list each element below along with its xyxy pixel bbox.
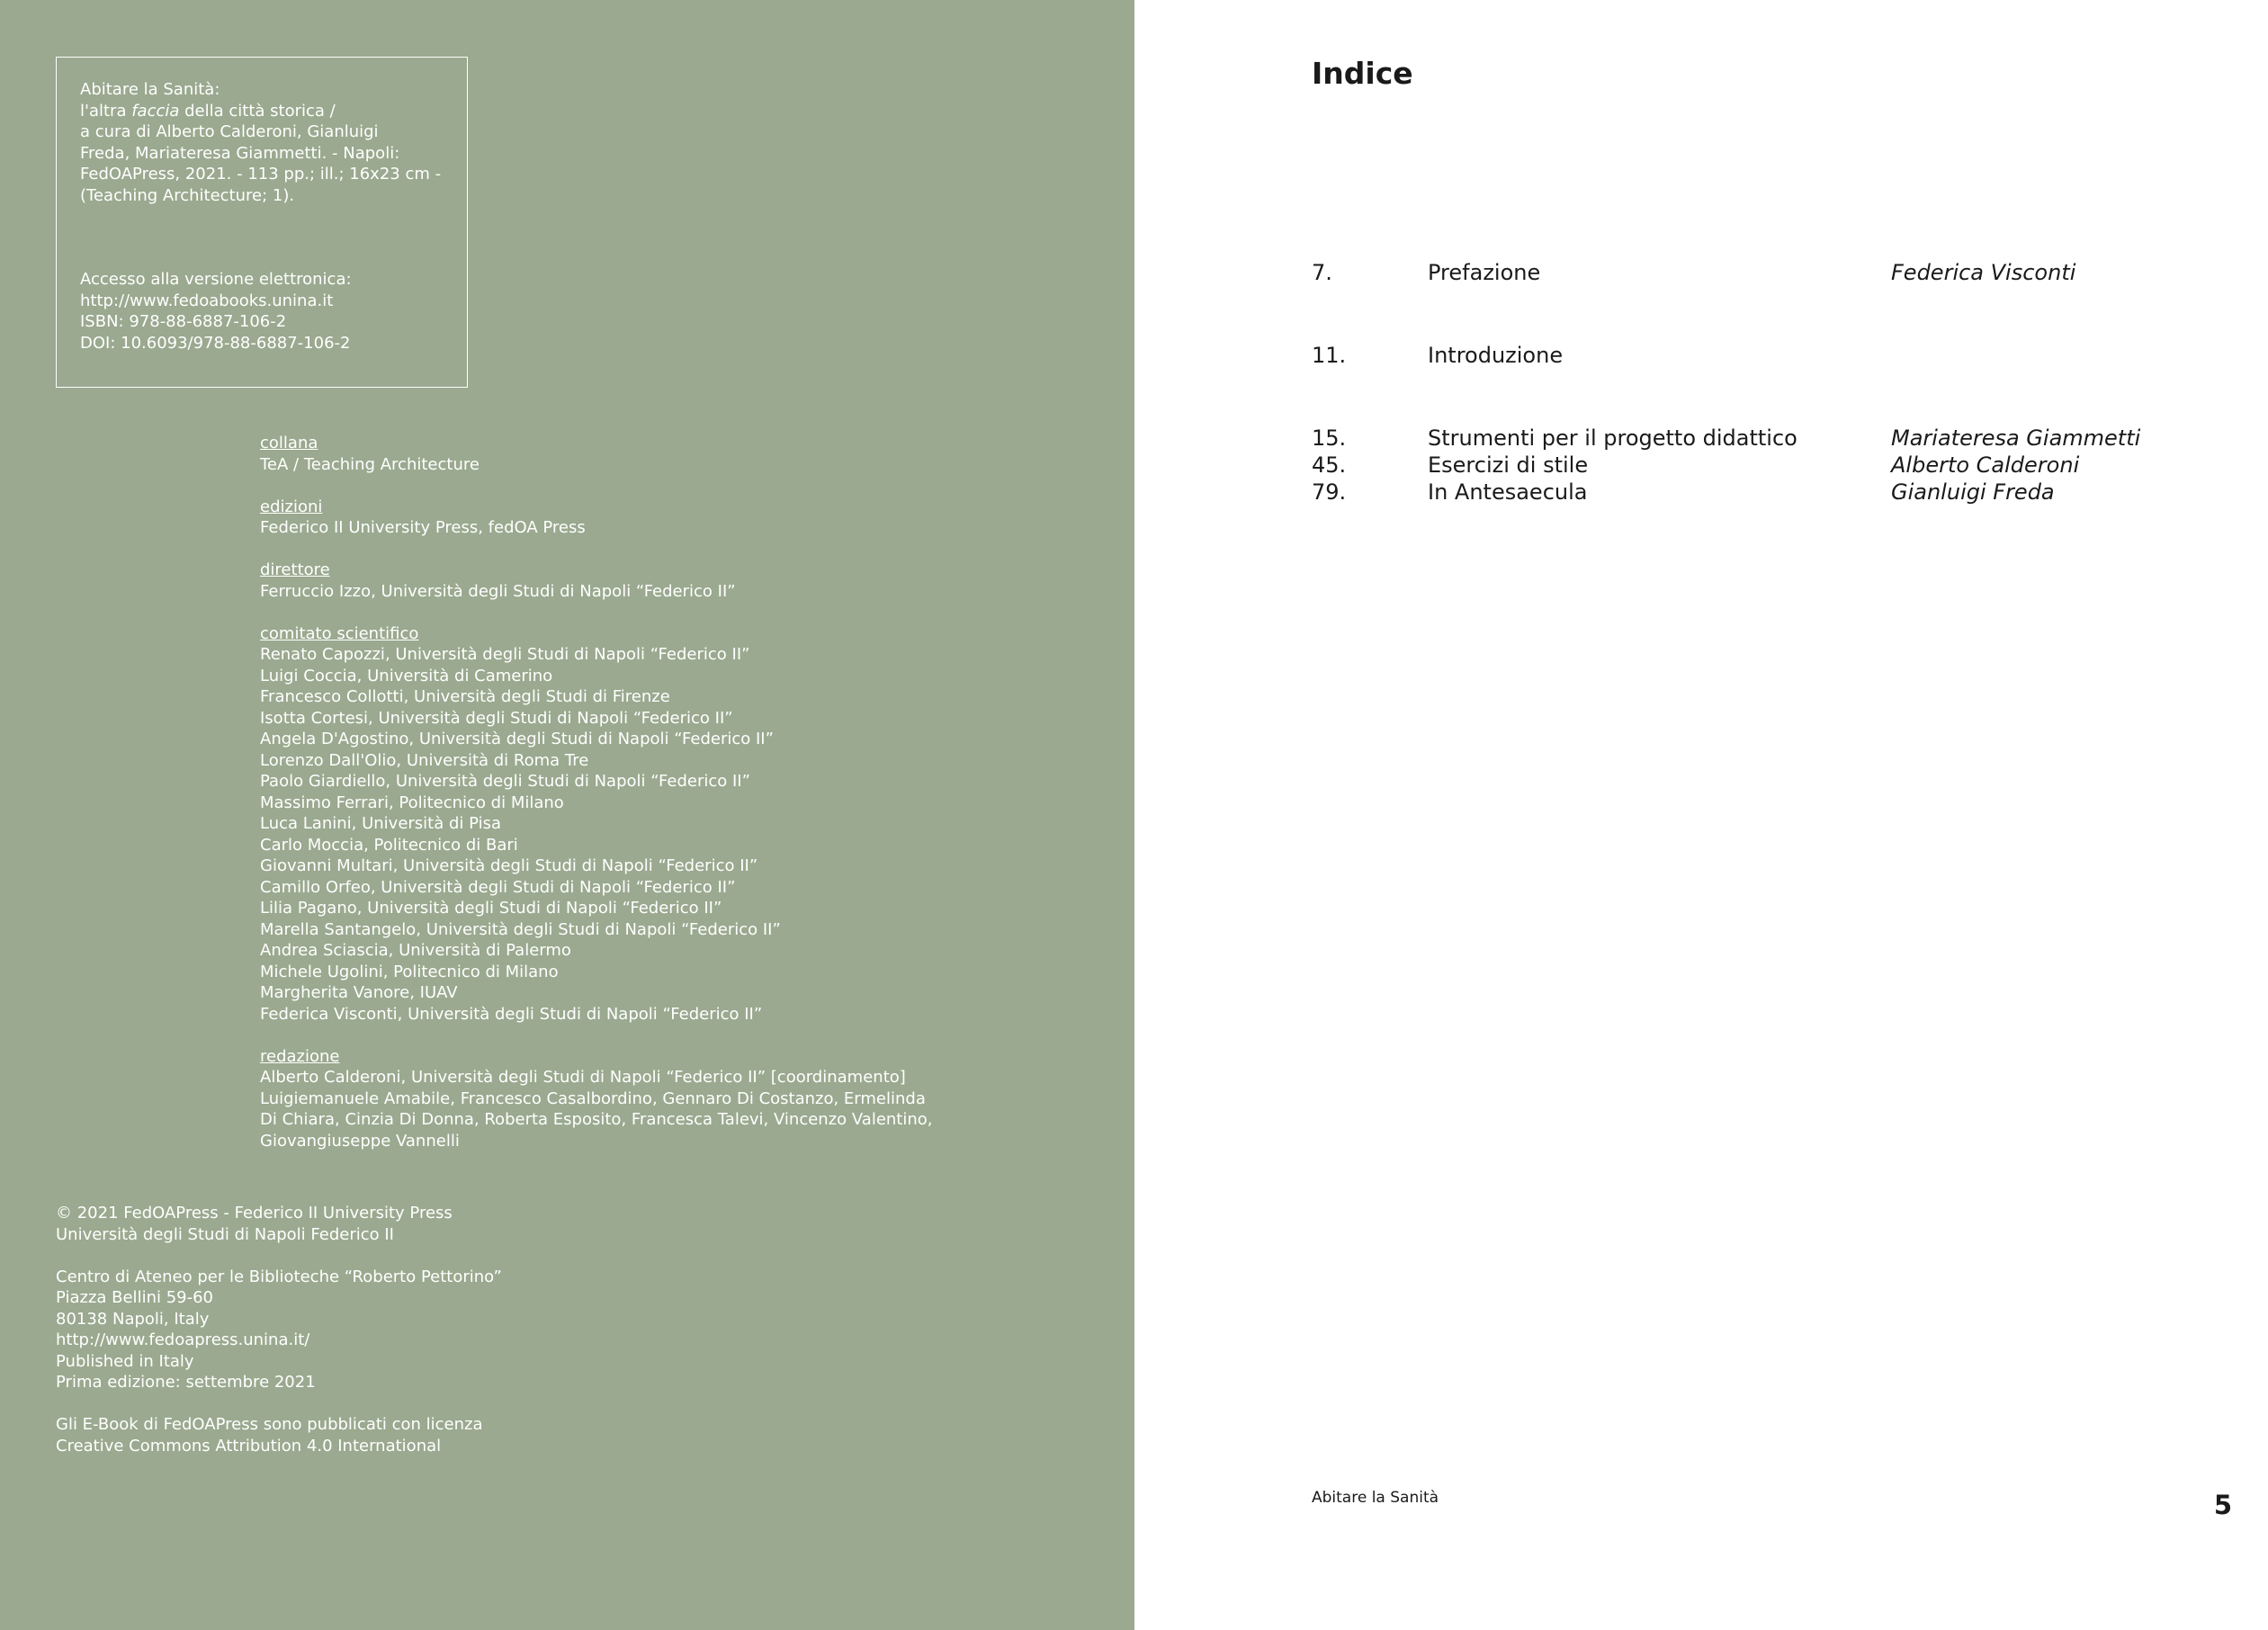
- toc-entry[interactable]: [1312, 452, 2256, 479]
- catalog-line: a cura di Alberto Calderoni, Gianluigi: [80, 122, 379, 141]
- colophon-line: Alberto Calderoni, Università degli Studi di Napoli “Federico II” [coordinamento]: [260, 1068, 906, 1087]
- address-line: Piazza Bellini 59-60: [56, 1288, 213, 1307]
- copyright-line: © 2021 FedOAPress - Federico II University Press: [56, 1204, 453, 1222]
- colophon-section-heading: redazione: [260, 1046, 340, 1066]
- colophon-line: Luigi Coccia, Università di Camerino: [260, 666, 553, 685]
- access-line: Accesso alla versione elettronica:: [80, 270, 352, 289]
- colophon-line: Federica Visconti, Università degli Studi di Napoli “Federico II”: [260, 1004, 763, 1024]
- address-line: Centro di Ateneo per le Biblioteche “Roberto Pettorino”: [56, 1267, 502, 1286]
- colophon-section: [260, 1046, 1070, 1152]
- license-line: Creative Commons Attribution 4.0 International: [56, 1436, 442, 1455]
- colophon-line: Isotta Cortesi, Università degli Studi di Napoli “Federico II”: [260, 708, 733, 728]
- index-title: Indice: [1312, 56, 1413, 91]
- publisher-footer: [56, 1203, 686, 1456]
- colophon-section-heading: collana: [260, 434, 318, 452]
- catalog-record-box: [56, 57, 468, 388]
- colophon-line: Margherita Vanore, IUAV: [260, 983, 458, 1002]
- colophon-line: Angela D'Agostino, Università degli Studi di Napoli “Federico II”: [260, 730, 774, 748]
- colophon-section: [260, 497, 1070, 539]
- toc-page-number: 7.: [1312, 260, 1332, 285]
- colophon-line: TeA / Teaching Architecture: [260, 454, 480, 474]
- colophon-line: Michele Ugolini, Politecnico di Milano: [260, 962, 559, 981]
- colophon-credits: [260, 433, 1070, 1173]
- toc-page-number: 79.: [1312, 479, 1347, 505]
- catalog-line: Freda, Mariateresa Giammetti. - Napoli:: [80, 143, 400, 163]
- toc-page-number: 15.: [1312, 425, 1347, 451]
- colophon-line: Federico II University Press, fedOA Press: [260, 518, 586, 537]
- toc-entry-author: Alberto Calderoni: [1891, 452, 2080, 478]
- colophon-section-heading: comitato scientifico: [260, 623, 419, 643]
- colophon-line: Renato Capozzi, Università degli Studi di Napoli “Federico II”: [260, 645, 750, 664]
- publisher-url[interactable]: http://www.fedoapress.unina.it/: [56, 1330, 310, 1349]
- colophon-line: Luigiemanuele Amabile, Francesco Casalbordino, Gennaro Di Costanzo, Ermelinda: [260, 1088, 926, 1108]
- toc-entry-author: Gianluigi Freda: [1891, 479, 2055, 505]
- toc-entry[interactable]: [1312, 342, 2256, 369]
- running-title: Abitare la Sanità: [1312, 1489, 1439, 1507]
- colophon-line: Francesco Collotti, Università degli Studi di Firenze: [260, 687, 670, 706]
- license-line: Gli E-Book di FedOAPress sono pubblicati con licenza: [56, 1415, 483, 1434]
- toc-entry-title: In Antesaecula: [1428, 479, 1588, 505]
- colophon-line: Paolo Giardiello, Università degli Studi di Napoli “Federico II”: [260, 772, 750, 791]
- isbn: ISBN: 978-88-6887-106-2: [80, 312, 287, 331]
- colophon-line: Carlo Moccia, Politecnico di Bari: [260, 835, 518, 855]
- colophon-line: Marella Santangelo, Università degli Studi di Napoli “Federico II”: [260, 919, 781, 939]
- colophon-line: Luca Lanini, Università di Pisa: [260, 814, 502, 833]
- index-page: [1134, 0, 2268, 1630]
- colophon-section: [260, 560, 1070, 602]
- toc-entry[interactable]: [1312, 259, 2256, 286]
- toc-entry-title: Introduzione: [1428, 343, 1564, 368]
- colophon-line: Giovanni Multari, Università degli Studi di Napoli “Federico II”: [260, 856, 758, 875]
- colophon-line: Camillo Orfeo, Università degli Studi di Napoli “Federico II”: [260, 877, 736, 897]
- doi: DOI: 10.6093/978-88-6887-106-2: [80, 333, 351, 353]
- toc-page-number: 45.: [1312, 452, 1347, 478]
- toc-entry-author: Federica Visconti: [1891, 260, 2076, 285]
- address-line: 80138 Napoli, Italy: [56, 1309, 210, 1329]
- toc-entry[interactable]: [1312, 425, 2256, 452]
- colophon-line: Ferruccio Izzo, Università degli Studi di Napoli “Federico II”: [260, 581, 736, 601]
- catalog-line: Abitare la Sanità:: [80, 80, 220, 99]
- catalog-line: l'altra faccia della città storica /: [80, 101, 336, 121]
- edition-line: Prima edizione: settembre 2021: [56, 1373, 316, 1392]
- copyright-line: Università degli Studi di Napoli Federico II: [56, 1224, 394, 1244]
- toc-entry-title: Esercizi di stile: [1428, 452, 1589, 478]
- colophon-section: [260, 433, 1070, 475]
- colophon-section: [260, 623, 1070, 1025]
- catalog-line: (Teaching Architecture; 1).: [80, 185, 295, 205]
- colophon-line: Lorenzo Dall'Olio, Università di Roma Tre: [260, 750, 589, 770]
- toc-page-number: 11.: [1312, 343, 1347, 368]
- colophon-line: Lilia Pagano, Università degli Studi di Napoli “Federico II”: [260, 899, 722, 918]
- colophon-line: Andrea Sciascia, Università di Palermo: [260, 941, 571, 960]
- toc-entry-author: Mariateresa Giammetti: [1891, 425, 2141, 451]
- colophon-section-heading: edizioni: [260, 497, 323, 516]
- access-url[interactable]: http://www.fedoabooks.unina.it: [80, 291, 334, 310]
- toc-entry[interactable]: [1312, 479, 2256, 506]
- toc-entry-title: Prefazione: [1428, 260, 1541, 285]
- colophon-line: Massimo Ferrari, Politecnico di Milano: [260, 793, 564, 812]
- colophon-line: Di Chiara, Cinzia Di Donna, Roberta Esposito, Francesca Talevi, Vincenzo Valentino,: [260, 1110, 933, 1129]
- address-line: Published in Italy: [56, 1351, 194, 1371]
- catalog-line: FedOAPress, 2021. - 113 pp.; ill.; 16x23 cm -: [80, 165, 442, 184]
- colophon-section-heading: direttore: [260, 560, 330, 579]
- toc-entry-title: Strumenti per il progetto didattico: [1428, 425, 1797, 451]
- page-number: 5: [2213, 1490, 2232, 1520]
- colophon-line: Giovangiuseppe Vannelli: [260, 1131, 460, 1151]
